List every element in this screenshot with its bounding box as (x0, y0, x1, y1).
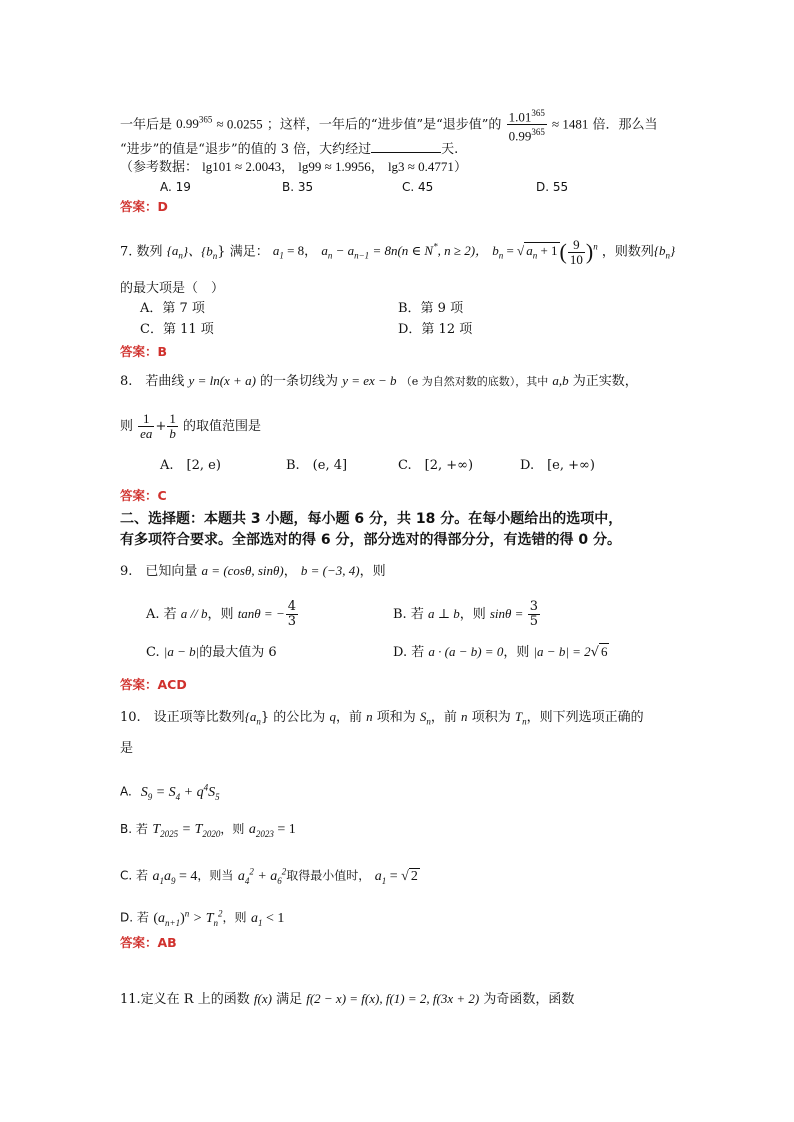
q9-answer: 答案：ACD (120, 677, 187, 692)
q7-a1: $a_1 = 8$， (272, 243, 318, 262)
q10-option-c: C. 若 $a_1a_9 = 4$，则当 $a_4^2 + a_6^2$取得最小值时， $a_1$ = √ 2 (120, 866, 418, 886)
q9-option-a: A. 若 a // b，则 tanθ = − $\frac{4}{3}$ (146, 599, 297, 629)
q10-answer: 答案：AB (120, 935, 177, 950)
q8-option-d: D. [e, +∞) (520, 458, 595, 473)
q7-cond: } 满足： (217, 244, 269, 260)
q9-stem-end: ，则 (359, 564, 386, 579)
q7-option-d: D．第 12 项 (398, 322, 473, 337)
q6-line-2 (120, 140, 458, 159)
q9-stem: 9. 已知向量 a = (cosθ, sinθ)， b = (−3, 4)，则 (120, 563, 386, 579)
q8-option-c: C. [2, +∞) (398, 458, 474, 473)
q9-stem-pre: 9. 已知向量 (120, 564, 198, 579)
q6-ref-end: ） (453, 160, 467, 175)
q6-line-1 (120, 106, 658, 144)
q8-note: （e 为自然对数的底数），其中 (400, 375, 549, 388)
q6-approx-2: ≈ 1481 (551, 116, 589, 132)
q7-bn: $b_n$ = √ $a_n + 1$( $\frac{9}{10}$ )$^n$ (492, 237, 598, 267)
q7-prefix: 7. 数列 (120, 244, 163, 260)
q10-mid: } 的公比为 (260, 710, 326, 725)
q6-ref-3: lg3 ≈ 0.4771 (387, 159, 454, 174)
q11-pre: 11.定义在 R 上的函数 (120, 992, 250, 1007)
q6-reference: （参考数据： lg101 ≈ 2.0043， lg99 ≈ 1.9956， lg3 ≈ 0.4771） (120, 159, 467, 175)
q8-ab: a,b (552, 373, 569, 388)
q11-fx: f(x) (253, 991, 272, 1006)
section-2-heading-line-2: 有多项符合要求。全部选对的得 6 分，部分选对的得部分分，有选错的得 0 分。 (120, 532, 621, 548)
q9-option-b: B. 若 a ⊥ b，则 sinθ = $\frac{3}{5}$ (393, 599, 538, 629)
q10-option-d: D. 若 $(a_{n+1})^n > T_n^2$，则 $a_1 < 1$ (120, 908, 285, 928)
q9-option-c: C. |a − b|的最大值为 6 (146, 644, 277, 660)
q6-line-2-text: “进步”的值是“退步”的值的 3 倍，大约经过 (120, 142, 372, 157)
q6-option-a: A. 19 (160, 180, 191, 194)
q9-vector-b: b = (−3, 4) (300, 563, 360, 578)
q7-seq-sep: }、{b (182, 243, 213, 259)
q7-line-2: 的最大项是（ ） (120, 281, 225, 296)
q6-approx-1: ≈ 0.0255 (216, 116, 263, 132)
q7-seq-a: {$a_n$ (166, 243, 183, 262)
q6-option-b: B. 35 (282, 180, 314, 194)
q8-frac-2: $\frac{1}{b}$ (169, 411, 176, 441)
q7-answer: 答案：B (120, 344, 168, 359)
q6-line-2-end: 天. (441, 142, 459, 157)
q9-option-d: D. 若 a · (a − b) = 0，则 |a − b| = 2√ 6 (393, 644, 608, 660)
q6-expr-1: 0.99$^{365}$ (176, 115, 213, 132)
q8-end: 为正实数， (572, 374, 638, 389)
q7-tail: ，则数列 (601, 244, 654, 260)
q6-ref-2: lg99 ≈ 1.9956 (298, 159, 371, 174)
q6-text-b: ；这样，一年后的“进步值”是“退步值”的 (266, 117, 502, 133)
q8-line-2-post: 的取值范围是 (182, 419, 261, 434)
q6-ref-1: lg101 ≈ 2.0043 (202, 159, 282, 174)
q10-option-a: A. $S_9 = S_4 + q^4S_5$ (120, 782, 220, 802)
q7-recurrence: $a_n - a_{n-1} = 8n(n$ ∈ N*, n ≥ 2)， (321, 242, 489, 262)
q9-vector-a: a = (cosθ, sinθ) (201, 563, 284, 578)
q8-option-a: A. [2, e) (160, 458, 221, 473)
q10-pre: 10. 设正项等比数列 (120, 710, 245, 725)
q6-fraction: $\frac{1.01^{365}}{0.99^{365}}$ (508, 108, 545, 144)
q11-cond: f(2 − x) = f(x), f(1) = 2, f(3x + 2) (306, 991, 480, 1006)
q7-option-b: B．第 9 项 (398, 301, 464, 316)
q6-text-c: 倍．那么当 (592, 117, 658, 133)
q8-prefix: 8. 若曲线 (120, 374, 185, 389)
q7-seq-b-sub: n (212, 251, 218, 262)
q6-option-d: D. 55 (536, 180, 569, 194)
q11-mid: 满足 (276, 992, 303, 1007)
q8-line-2-pre: 则 (120, 419, 134, 434)
q10-option-b: B. 若 $T_{2025} = T_{2020}$，则 $a_{2023} = 1$ (120, 822, 296, 839)
q8-tangent: y = ex − b (342, 373, 397, 388)
answer-blank[interactable] (371, 140, 441, 153)
q6-ref-label: （参考数据： (120, 160, 199, 175)
q10-line-1: 10. 设正项等比数列$\{a_n\}$ 的公比为 q，前 n 项和为 $S_n$，前 n 项积为 $T_n$，则下列选项正确的 (120, 709, 644, 727)
q6-option-c: C. 45 (402, 180, 434, 194)
q8-line-2: 则 $\frac{1}{ea}$ + $\frac{1}{b}$ 的取值范围是 (120, 411, 261, 441)
q11-end: 为奇函数，函数 (483, 992, 575, 1007)
q8-answer: 答案：C (120, 488, 167, 503)
q7-option-a: A．第 7 项 (140, 301, 205, 316)
section-2-heading-line-1: 二、选择题：本题共 3 小题，每小题 6 分，共 18 分。在每小题给出的选项中， (120, 511, 623, 527)
q11-line-1 (120, 990, 574, 1009)
q6-text-a: 一年后是 (120, 117, 173, 133)
q6-answer: 答案：D (120, 199, 168, 214)
q7-line-1: 7. 数列 $\{a_n\}$、$\{b_n\}$ 满足： $a_1 = 8$， $a_n - a_{n-1} = 8n(n$ ∈ N*, n ≥ 2)， $b_n$ = √ $a_n + 1$( $\frac{9}{10}$ )$^n$ ，则数列$\{b_n\}$ (120, 237, 676, 267)
q7-option-c: C．第 11 项 (140, 322, 214, 337)
q8-curve: y = ln(x + a) (188, 373, 256, 388)
q8-option-b: B. (e, 4] (286, 458, 348, 473)
q10-line-2: 是 (120, 741, 134, 756)
q8-mid: 的一条切线为 (260, 374, 339, 389)
q8-line-1 (120, 372, 638, 391)
q8-frac-1: $\frac{1}{ea}$ (140, 411, 153, 441)
